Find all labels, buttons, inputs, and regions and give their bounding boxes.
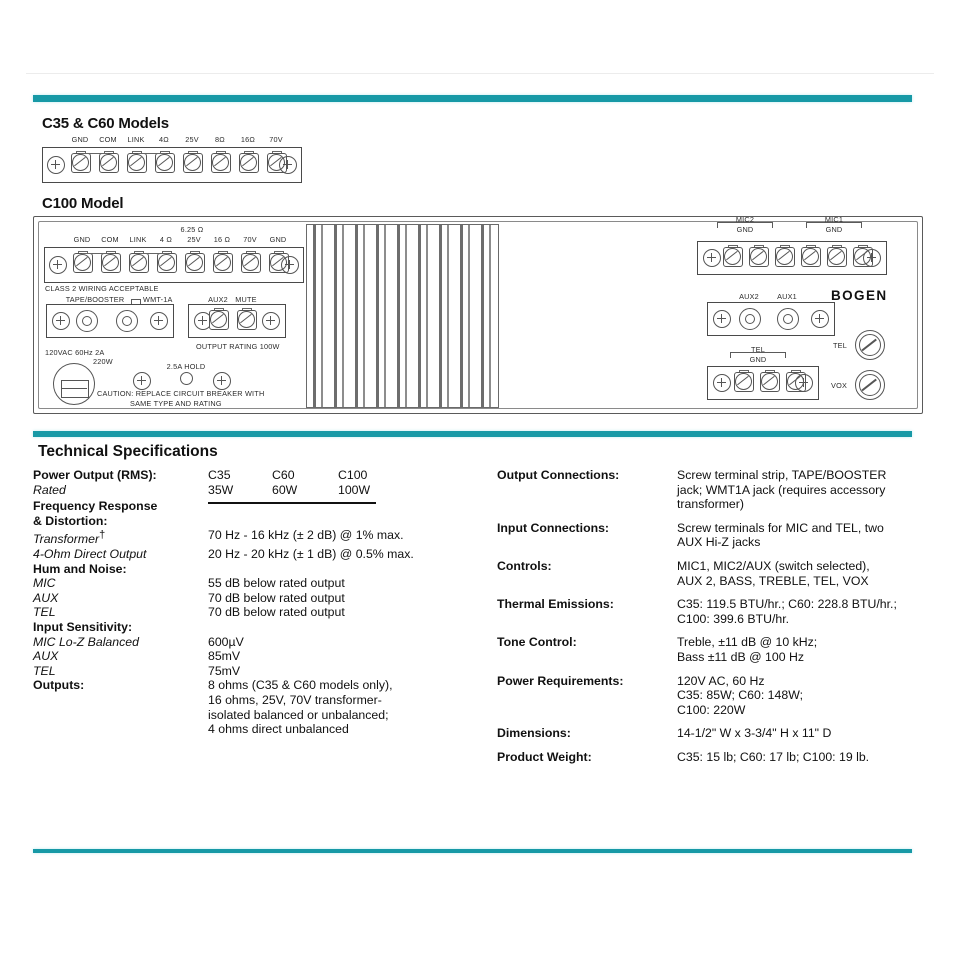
- model-c35: C35: [208, 468, 231, 482]
- model-c60: C60: [272, 468, 295, 482]
- accent-divider-top: [33, 95, 912, 102]
- mount-screw-right: [811, 310, 829, 328]
- screw-terminal-25v: [184, 251, 204, 273]
- aux2-terminal-label: AUX2: [208, 295, 228, 304]
- right-key-5: Power Requirements:: [497, 673, 624, 688]
- terminal-label-gnd: GND: [71, 135, 89, 144]
- mount-screw-left: [49, 256, 67, 274]
- screw-terminal-25v: [182, 151, 202, 173]
- tel-knob-label: TEL: [833, 341, 847, 350]
- wmt-1a-label: WMT-1A: [143, 295, 173, 304]
- jumper-link-4ohm: [138, 153, 166, 154]
- heatsink-fin: [334, 225, 337, 407]
- spec-row-input-sensitivity-2: [33, 664, 483, 679]
- spec-row-output-connections: [497, 468, 942, 512]
- right-key-1: Input Connections:: [497, 520, 610, 535]
- terminal-label-link: LINK: [129, 235, 147, 244]
- hum-value-1: 70 dB below rated output: [208, 590, 345, 605]
- heatsink-fin: [405, 225, 407, 407]
- screw-terminal-com: [98, 151, 118, 173]
- heatsink-fin: [342, 225, 344, 407]
- caution-line-1: CAUTION: REPLACE CIRCUIT BREAKER WITH: [97, 389, 265, 398]
- spec-row-tone-control: [497, 635, 942, 664]
- tape-booster-label: TAPE/BOOSTER: [65, 295, 125, 304]
- spec-row-direct-output: [33, 547, 483, 562]
- hum-key-2: TEL: [33, 605, 56, 620]
- spec-row-rated: [33, 483, 483, 498]
- right-value-3-line-0: C35: 119.5 BTU/hr.; C60: 228.8 BTU/hr.;: [677, 597, 897, 612]
- caution-line-2: SAME TYPE AND RATING: [130, 399, 222, 408]
- tel-gnd-label: GND: [749, 355, 767, 364]
- outputs-value-line-0: 8 ohms (C35 & C60 models only),: [208, 678, 393, 693]
- right-value-5: [677, 674, 942, 718]
- screw-terminal-16: [212, 251, 232, 273]
- spec-row-input-sensitivity: [33, 620, 483, 635]
- rated-c35: 35W: [208, 482, 234, 497]
- screw-terminal-gnd: [72, 251, 92, 273]
- faint-top-rule: [26, 73, 934, 74]
- terminal-label-70v: 70V: [269, 135, 283, 144]
- mute-terminal-label: MUTE: [235, 295, 257, 304]
- outputs-value-line-2: isolated balanced or unbalanced;: [208, 707, 389, 722]
- input-sensitivity-key-0: MIC Lo-Z Balanced: [33, 634, 139, 649]
- right-value-6: [677, 726, 942, 741]
- output-rating-label: OUTPUT RATING 100W: [196, 342, 280, 351]
- accent-divider-bottom: [33, 849, 912, 853]
- right-value-1-line-1: AUX Hi-Z jacks: [677, 535, 761, 550]
- mount-screw-right: [863, 249, 881, 267]
- circuit-breaker-button[interactable]: [180, 372, 193, 385]
- right-value-5-line-1: C35: 85W; C60: 148W;: [677, 688, 803, 703]
- rated-c60: 60W: [272, 482, 298, 497]
- transformer-key-text: Transformer: [33, 532, 100, 547]
- terminal-label-8: 8Ω: [215, 135, 225, 144]
- screw-terminal-8: [210, 151, 230, 173]
- spec-row-hum-1: [33, 591, 483, 606]
- mount-screw-left: [52, 312, 70, 330]
- screw-terminal-gnd: [70, 151, 90, 173]
- aux2-terminal: [208, 308, 228, 330]
- mount-screw-left: [713, 374, 731, 392]
- right-value-7-line-0: C35: 15 lb; C60: 17 lb; C100: 19 lb.: [677, 749, 870, 764]
- ac-power-inlet: [53, 363, 95, 405]
- terminal-label-25v: 25V: [187, 235, 201, 244]
- heatsink-fin: [489, 225, 491, 407]
- spec-row-hum-0: [33, 576, 483, 591]
- footnote-dagger: †: [99, 529, 106, 542]
- right-value-7: [677, 750, 942, 765]
- spec-row-power-requirements: [497, 674, 942, 718]
- direct-output-value: 20 Hz - 20 kHz (± 1 dB) @ 0.5% max.: [208, 547, 414, 562]
- mount-screw-right: [795, 374, 813, 392]
- screw-terminal-link: [128, 251, 148, 273]
- spec-row-controls: [497, 559, 942, 588]
- terminal-label-com: COM: [101, 235, 119, 244]
- mount-screw-right: [262, 312, 280, 330]
- spec-row-dimensions: [497, 726, 942, 741]
- mic-screw-terminal: [800, 245, 820, 267]
- screw-terminal-70v: [240, 251, 260, 273]
- screw-terminal-16: [238, 151, 258, 173]
- right-key-4: Tone Control:: [497, 635, 577, 650]
- right-value-0: [677, 468, 942, 512]
- mic-screw-terminal: [774, 245, 794, 267]
- aux2-jack-label: AUX2: [739, 292, 759, 301]
- mount-screw-breaker-left: [133, 372, 151, 390]
- terminal-label-25v: 25V: [185, 135, 199, 144]
- spec-row-power-output: [33, 468, 483, 483]
- heatsink-fin: [468, 225, 470, 407]
- outputs-value-line-3: 4 ohms direct unbalanced: [208, 722, 349, 737]
- mic1-label: MIC1: [824, 215, 844, 224]
- mount-screw-left: [703, 249, 721, 267]
- right-value-2-line-0: MIC1, MIC2/AUX (switch selected),: [677, 558, 870, 573]
- mount-screw-left: [713, 310, 731, 328]
- screw-terminal-4: [156, 251, 176, 273]
- right-key-0: Output Connections:: [497, 468, 620, 482]
- right-key-2: Controls:: [497, 558, 552, 573]
- heatsink-fin: [447, 225, 449, 407]
- spec-row-hum-noise: [33, 562, 483, 577]
- span-label-6-25-ohm: 6.25 Ω: [180, 225, 204, 234]
- tel-terminal-label: TEL: [751, 345, 765, 354]
- terminal-label-gnd: GND: [73, 235, 91, 244]
- input-sensitivity-value-1: 85mV: [208, 649, 241, 664]
- bogen-logo: BOGEN: [831, 288, 888, 303]
- terminal-label-4: 4 Ω: [159, 235, 173, 244]
- outputs-value: [208, 678, 483, 736]
- input-sensitivity-key-1: AUX: [33, 649, 59, 664]
- direct-output-key: 4-Ohm Direct Output: [33, 547, 147, 562]
- tape-booster-jack: [76, 310, 98, 332]
- hold-rating-label: 2.5A HOLD: [166, 362, 206, 371]
- heatsink-fin: [384, 225, 386, 407]
- spec-row-input-connections: [497, 521, 942, 550]
- wmt-1a-jack: [116, 310, 138, 332]
- input-sensitivity-key-2: TEL: [33, 663, 56, 678]
- hum-key-1: AUX: [33, 590, 59, 605]
- right-value-1: [677, 521, 942, 550]
- heatsink-fin: [313, 225, 316, 407]
- right-value-6-line-0: 14-1/2" W x 3-3/4" H x 11" D: [677, 726, 832, 741]
- mount-screw-left: [47, 156, 65, 174]
- hum-value-0: 55 dB below rated output: [208, 576, 345, 591]
- tel-screw-terminal: [759, 370, 779, 392]
- heatsink-fin: [418, 225, 421, 407]
- right-value-2-line-1: AUX 2, BASS, TREBLE, TEL, VOX: [677, 573, 869, 588]
- input-sensitivity-value-2: 75mV: [208, 663, 241, 678]
- mount-screw-right: [281, 256, 299, 274]
- vox-knob-label: VOX: [831, 381, 848, 390]
- terminal-label-16: 16Ω: [240, 135, 256, 144]
- right-value-5-line-2: C100: 220W: [677, 702, 746, 717]
- outputs-key: Outputs:: [33, 678, 85, 693]
- terminal-label-70v: 70V: [243, 235, 257, 244]
- heatsink-fin: [355, 225, 358, 407]
- transformer-key: [33, 528, 208, 547]
- mic2-label: MIC2: [735, 215, 755, 224]
- right-value-0-line-0: Screw terminal strip, TAPE/BOOSTER: [677, 468, 887, 482]
- specs-title: Technical Specifications: [38, 443, 218, 460]
- mic-screw-terminal: [826, 245, 846, 267]
- specs-left-column: [33, 468, 483, 737]
- mic-screw-terminal: [722, 245, 742, 267]
- frequency-response-key-line1: Frequency Response: [33, 499, 158, 514]
- model-headers: [208, 468, 483, 483]
- heatsink-fins: [306, 224, 499, 408]
- jumper-gnd-com: [80, 153, 108, 154]
- jumper-link-4ohm: [140, 253, 168, 254]
- mount-screw-right: [150, 312, 168, 330]
- power-output-key: Power Output (RMS):: [33, 468, 157, 482]
- terminal-label-com: COM: [99, 135, 117, 144]
- right-value-4-line-1: Bass ±11 dB @ 100 Hz: [677, 649, 805, 664]
- tel-screw-terminal: [733, 370, 753, 392]
- heatsink-fin: [426, 225, 428, 407]
- right-value-2: [677, 559, 942, 588]
- transformer-value: 70 Hz - 16 kHz (± 2 dB) @ 1% max.: [208, 528, 404, 543]
- heatsink-fin: [481, 225, 484, 407]
- right-value-3-line-1: C100: 399.6 BTU/hr.: [677, 611, 790, 626]
- right-value-5-line-0: 120V AC, 60 Hz: [677, 673, 765, 688]
- spec-row-distortion-key: [33, 514, 483, 529]
- frequency-response-key-line2: & Distortion:: [33, 513, 108, 528]
- mount-screw-breaker-right: [213, 372, 231, 390]
- aux1-jack-label: AUX1: [777, 292, 797, 301]
- model-c100: C100: [338, 468, 368, 482]
- heatsink-fin: [397, 225, 400, 407]
- screw-terminal-4: [154, 151, 174, 173]
- jumper-gnd-com: [82, 253, 110, 254]
- vox-level-knob[interactable]: [855, 370, 885, 400]
- terminal-label-gnd: GND: [269, 235, 287, 244]
- mic1-gnd-label: GND: [825, 225, 843, 234]
- specs-right-column: [497, 468, 942, 774]
- aux2-jack: [739, 308, 761, 330]
- accent-divider-middle: [33, 431, 912, 437]
- spec-row-outputs: [33, 678, 483, 736]
- spec-row-transformer: [33, 528, 483, 547]
- screw-terminal-link: [126, 151, 146, 173]
- spec-row-input-sensitivity-1: [33, 649, 483, 664]
- terminal-label-16: 16 Ω: [213, 235, 231, 244]
- c100-output-terminal-strip: [44, 225, 306, 282]
- mute-terminal: [236, 308, 256, 330]
- right-key-7: Product Weight:: [497, 749, 592, 764]
- class2-wiring-note: CLASS 2 WIRING ACCEPTABLE: [45, 284, 159, 293]
- rated-c100: 100W: [338, 482, 371, 497]
- input-sensitivity-key: Input Sensitivity:: [33, 620, 133, 635]
- spec-row-input-sensitivity-0: [33, 635, 483, 650]
- right-value-4: [677, 635, 942, 664]
- right-value-3: [677, 597, 942, 626]
- wmt-bracket: [131, 299, 141, 300]
- spec-row-thermal-emissions: [497, 597, 942, 626]
- right-value-1-line-0: Screw terminals for MIC and TEL, two: [677, 520, 884, 535]
- mic2-gnd-label: GND: [736, 225, 754, 234]
- outputs-value-line-1: 16 ohms, 25V, 70V transformer-: [208, 693, 382, 707]
- terminal-label-4: 4Ω: [159, 135, 169, 144]
- input-sensitivity-value-0: 600µV: [208, 634, 244, 649]
- tel-level-knob[interactable]: [855, 330, 885, 360]
- right-value-4-line-0: Treble, ±11 dB @ 10 kHz;: [677, 635, 818, 650]
- heatsink-fin: [439, 225, 442, 407]
- c100-title: C100 Model: [42, 195, 124, 212]
- heatsink-fin: [363, 225, 365, 407]
- spec-row-hum-2: [33, 605, 483, 620]
- right-key-3: Thermal Emissions:: [497, 597, 614, 612]
- spec-row-product-weight: [497, 750, 942, 765]
- screw-terminal-com: [100, 251, 120, 273]
- c35-c60-title: C35 & C60 Models: [42, 115, 169, 132]
- mic-screw-terminal: [748, 245, 768, 267]
- aux1-jack: [777, 308, 799, 330]
- heatsink-fin: [321, 225, 323, 407]
- mount-screw-right: [279, 156, 297, 174]
- right-value-0-line-1: jack; WMT1A jack (requires accessory: [677, 482, 886, 497]
- terminal-label-link: LINK: [127, 135, 145, 144]
- spec-row-frequency-key: [33, 499, 483, 514]
- rated-values: [208, 483, 483, 498]
- right-value-0-line-2: transformer): [677, 497, 744, 512]
- heatsink-fin: [460, 225, 463, 407]
- right-key-6: Dimensions:: [497, 726, 571, 741]
- hum-noise-key: Hum and Noise:: [33, 561, 127, 576]
- ac-input-label: 120VAC 60Hz 2A: [45, 348, 105, 357]
- ac-watts-label: 220W: [93, 357, 113, 366]
- hum-key-0: MIC: [33, 576, 56, 591]
- heatsink-fin: [376, 225, 379, 407]
- hum-value-2: 70 dB below rated output: [208, 605, 345, 620]
- c35-c60-terminal-diagram: [42, 134, 304, 182]
- rated-key: Rated: [33, 482, 66, 497]
- rated-underline: [208, 499, 483, 513]
